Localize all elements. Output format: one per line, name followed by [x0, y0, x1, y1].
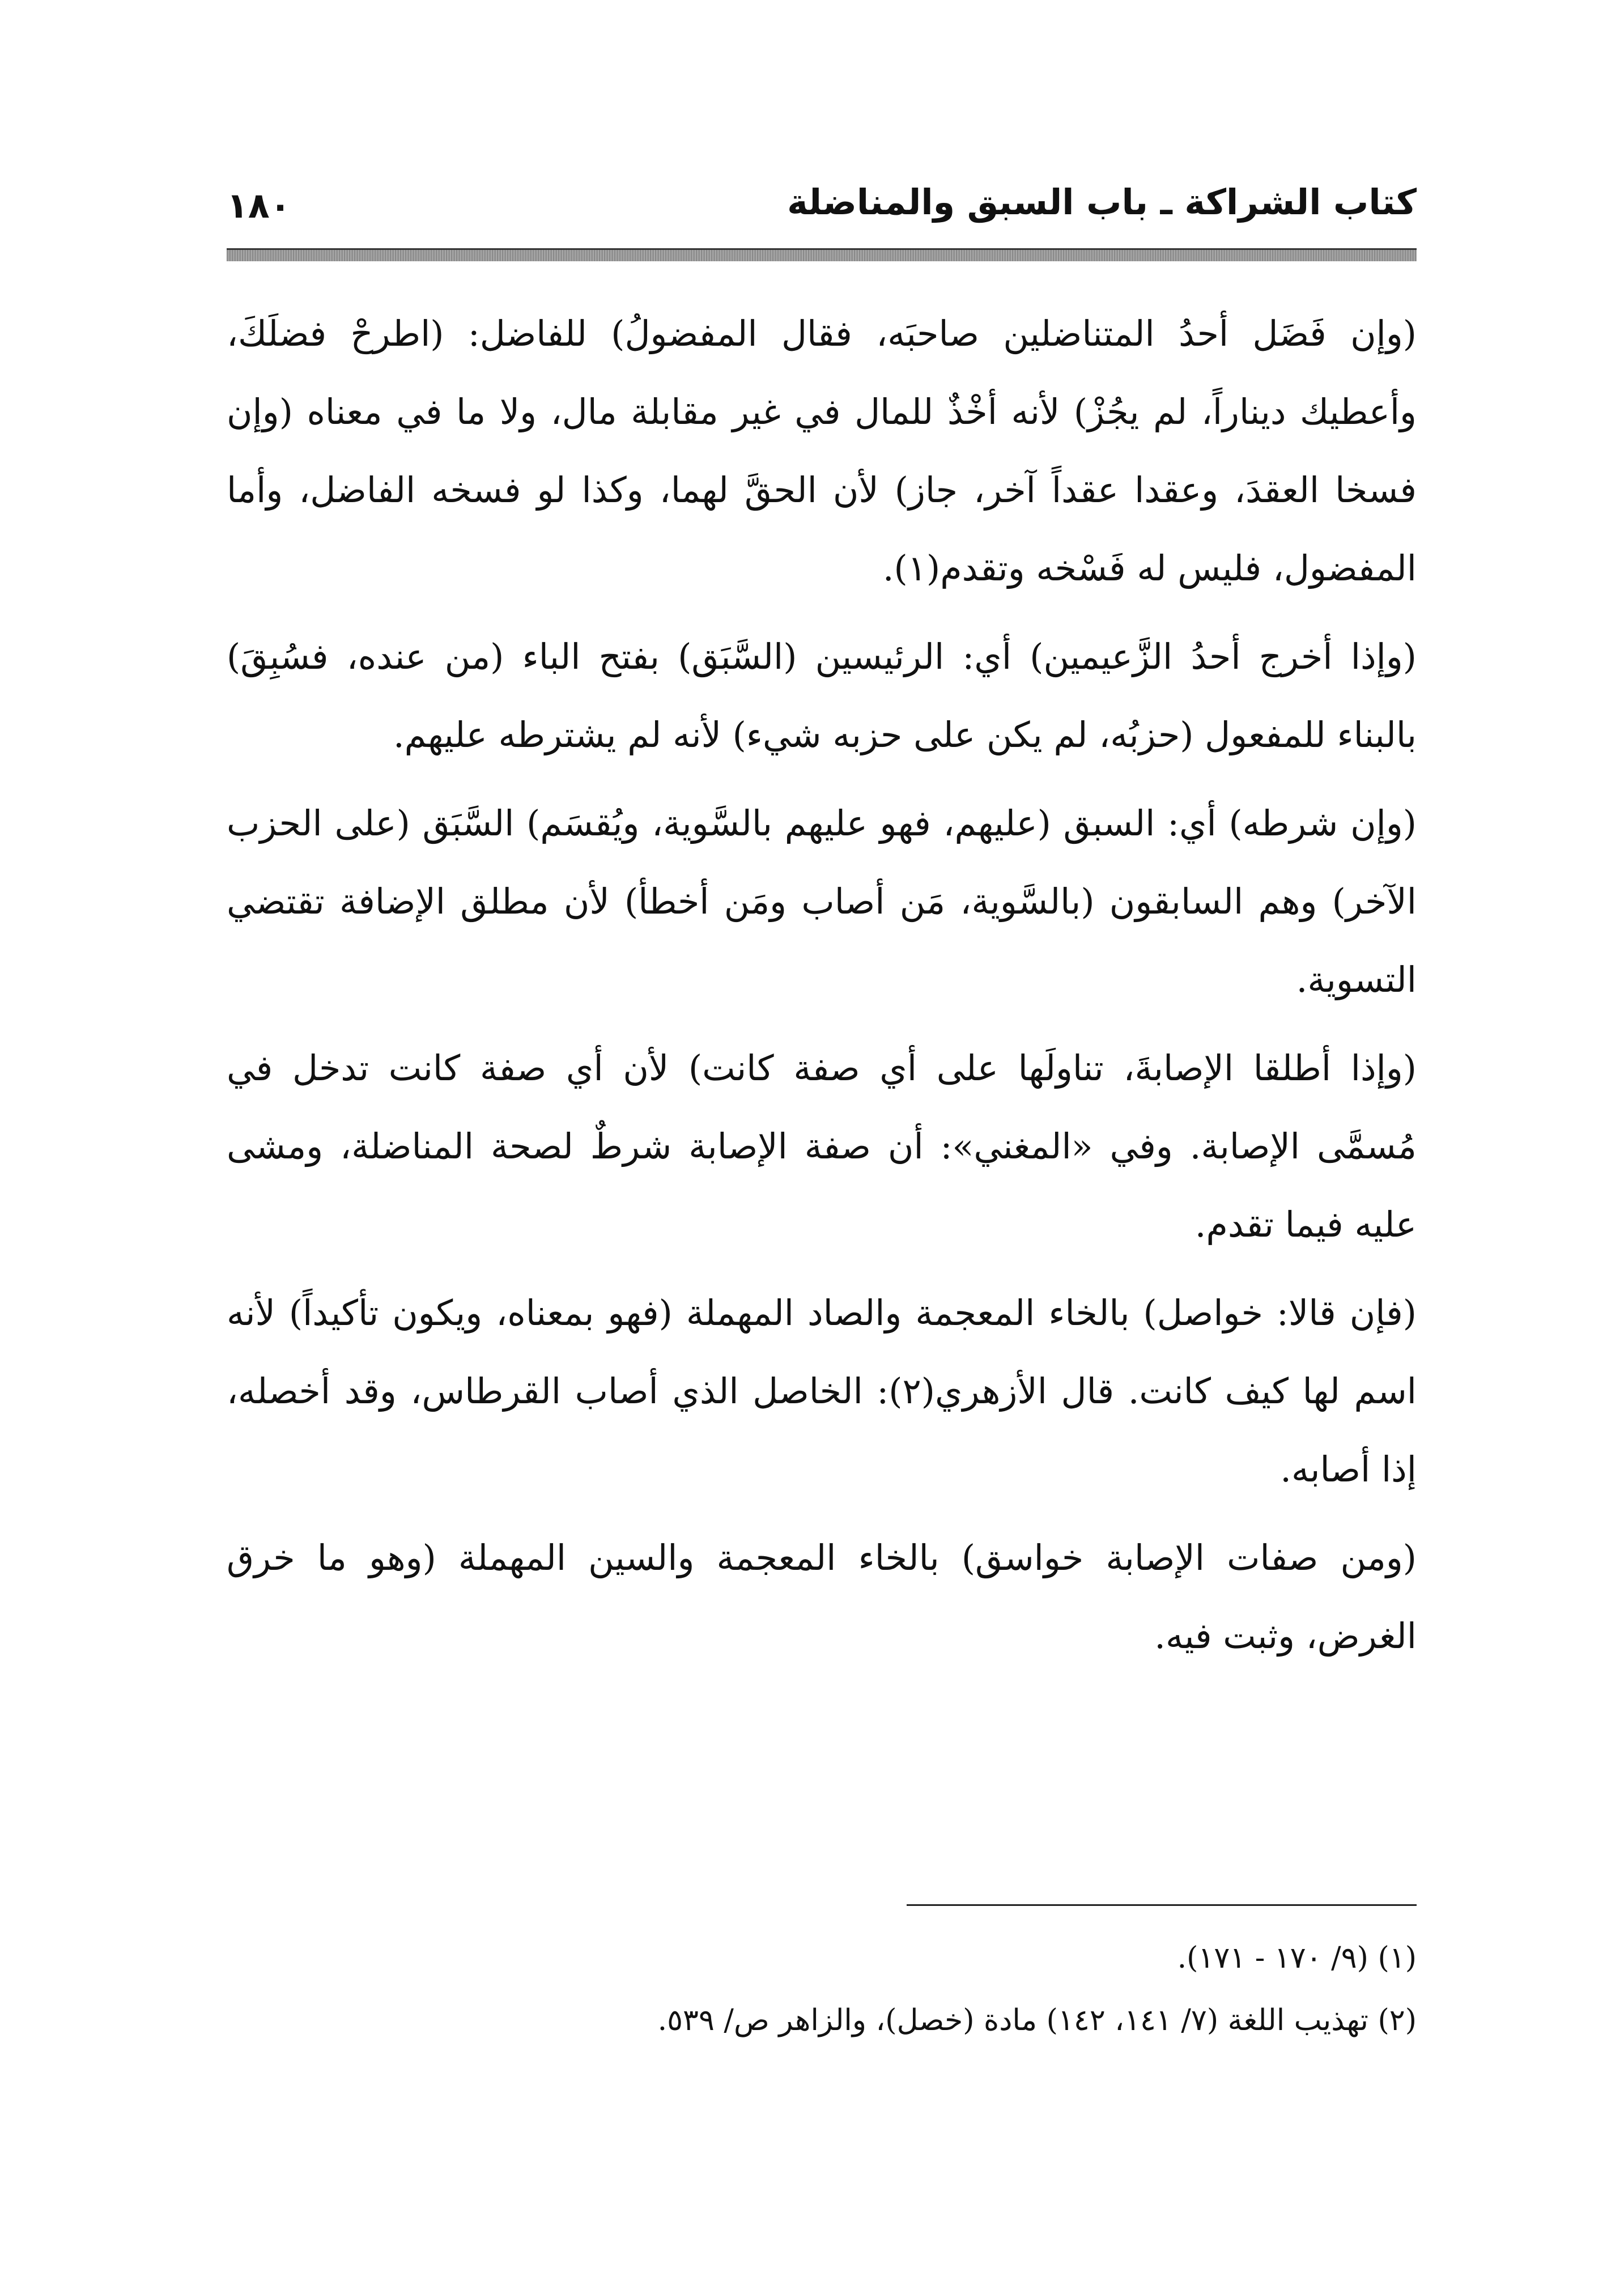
paragraph: (وإن فَضَل أحدُ المتناضلين صاحبَه، فقال المفضولُ) للفاضل: (اطرحْ فضلَكَ، وأعطيك ديناراً، لم يجُزْ) لأنه أخْذٌ للمال في غير مقابلة مال، ولا ما في معناه (وإن فسخا العقدَ، وعقدا عقداً آخر، جاز) لأن الحقَّ لهما، وكذا لو فسخه الفاضل، وأما المفضول، فليس له فَسْخه وتقدم(١).	[227, 313, 1417, 589]
header-divider	[227, 248, 1417, 261]
running-title: كتاب الشراكة ـ باب السبق والمناضلة	[787, 181, 1417, 223]
footnotes	[227, 1927, 1417, 2052]
paragraph: (وإن شرطه) أي: السبق (عليهم، فهو عليهم بالسَّوية، ويُقسَم) السَّبَق (على الحزب الآخر) وهم السابقون (بالسَّوية، مَن أصاب ومَن أخطأ) لأن مطلق الإضافة تقتضي التسوية.	[227, 802, 1417, 1000]
page-number: ١٨٠	[227, 185, 291, 226]
paragraph: (ومن صفات الإصابة خواسق) بالخاء المعجمة والسين المهملة (وهو ما خرق الغرض، وثبت فيه.	[227, 1537, 1417, 1657]
paragraph: (وإذا أطلقا الإصابةَ، تناولَها على أي صفة كانت) لأن أي صفة كانت تدخل في مُسمَّى الإصابة. وفي «المغني»: أن صفة الإصابة شرطٌ لصحة المناضلة، ومشى عليه فيما تقدم.	[227, 1047, 1417, 1245]
footnote: (١) (٩/ ١٧٠ - ١٧١).	[1177, 1941, 1417, 1975]
main-text	[227, 295, 1417, 1685]
paragraph: (فإن قالا: خواصل) بالخاء المعجمة والصاد المهملة (فهو بمعناه، ويكون تأكيداً) لأنه اسم لها كيف كانت. قال الأزهري(٢): الخاصل الذي أصاب القرطاس، وقد أخصله، إذا أصابه.	[227, 1292, 1417, 1490]
paragraph: (وإذا أخرج أحدُ الزَّعيمين) أي: الرئيسين (السَّبَق) بفتح الباء (من عنده، فسُبِقَ) بالبناء للمفعول (حزبُه، لم يكن على حزبه شيء) لأنه لم يشترطه عليهم.	[227, 636, 1417, 755]
footnote: (٢) تهذيب اللغة (٧/ ١٤١، ١٤٢) مادة (خصل)، والزاهر ص/ ٥٣٩.	[657, 2003, 1417, 2037]
footnote-divider	[907, 1904, 1417, 1906]
page-header	[227, 181, 1417, 244]
